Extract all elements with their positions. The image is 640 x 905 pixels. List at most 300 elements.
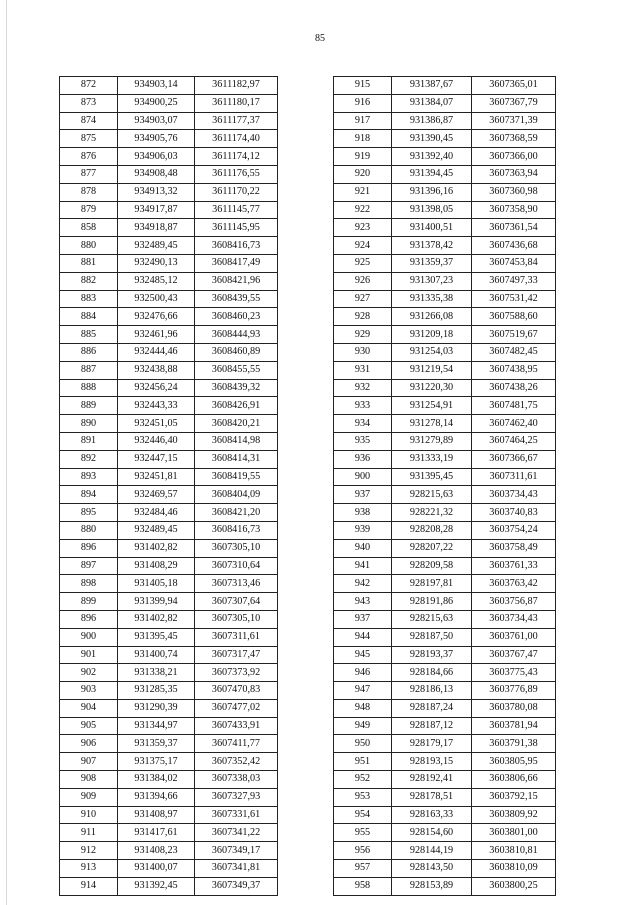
y-coordinate-cell: 3607365,01 xyxy=(472,77,556,95)
y-coordinate-cell: 3611174,40 xyxy=(195,130,278,148)
y-coordinate-cell: 3603754,24 xyxy=(472,521,556,539)
x-coordinate-cell: 931278,14 xyxy=(392,415,472,433)
point-number-cell: 929 xyxy=(334,326,392,344)
table-row xyxy=(60,486,278,504)
y-coordinate-cell: 3611180,17 xyxy=(195,94,278,112)
x-coordinate-cell: 932490,13 xyxy=(118,254,195,272)
y-coordinate-cell: 3603792,15 xyxy=(472,788,556,806)
y-coordinate-cell: 3607313,46 xyxy=(195,575,278,593)
table-row xyxy=(334,521,556,539)
table-row xyxy=(60,308,278,326)
table-row xyxy=(60,610,278,628)
point-number-cell: 858 xyxy=(60,219,118,237)
table-row xyxy=(334,628,556,646)
x-coordinate-cell: 928143,50 xyxy=(392,860,472,878)
y-coordinate-cell: 3603810,81 xyxy=(472,842,556,860)
point-number-cell: 876 xyxy=(60,148,118,166)
point-number-cell: 881 xyxy=(60,254,118,272)
point-number-cell: 900 xyxy=(60,628,118,646)
point-number-cell: 888 xyxy=(60,379,118,397)
x-coordinate-cell: 931333,19 xyxy=(392,450,472,468)
y-coordinate-cell: 3611145,95 xyxy=(195,219,278,237)
y-coordinate-cell: 3608460,23 xyxy=(195,308,278,326)
y-coordinate-cell: 3603763,42 xyxy=(472,575,556,593)
x-coordinate-cell: 931390,45 xyxy=(392,130,472,148)
x-coordinate-cell: 928215,63 xyxy=(392,610,472,628)
point-number-cell: 896 xyxy=(60,610,118,628)
y-coordinate-cell: 3607519,67 xyxy=(472,326,556,344)
x-coordinate-cell: 931399,94 xyxy=(118,593,195,611)
table-row xyxy=(334,468,556,486)
point-number-cell: 911 xyxy=(60,824,118,842)
table-row xyxy=(60,557,278,575)
y-coordinate-cell: 3607331,61 xyxy=(195,806,278,824)
x-coordinate-cell: 931402,82 xyxy=(118,539,195,557)
point-number-cell: 943 xyxy=(334,593,392,611)
x-coordinate-cell: 928193,15 xyxy=(392,753,472,771)
point-number-cell: 946 xyxy=(334,664,392,682)
y-coordinate-cell: 3608455,55 xyxy=(195,361,278,379)
coordinates-table-right xyxy=(333,76,556,896)
x-coordinate-cell: 931395,45 xyxy=(392,468,472,486)
point-number-cell: 897 xyxy=(60,557,118,575)
x-coordinate-cell: 934906,03 xyxy=(118,148,195,166)
x-coordinate-cell: 931285,35 xyxy=(118,682,195,700)
table-row xyxy=(334,148,556,166)
y-coordinate-cell: 3611170,22 xyxy=(195,183,278,201)
y-coordinate-cell: 3608444,93 xyxy=(195,326,278,344)
point-number-cell: 910 xyxy=(60,806,118,824)
point-number-cell: 907 xyxy=(60,753,118,771)
y-coordinate-cell: 3607352,42 xyxy=(195,753,278,771)
table-row xyxy=(334,326,556,344)
x-coordinate-cell: 928178,51 xyxy=(392,788,472,806)
y-coordinate-cell: 3611145,77 xyxy=(195,201,278,219)
table-row xyxy=(334,486,556,504)
point-number-cell: 945 xyxy=(334,646,392,664)
y-coordinate-cell: 3607338,03 xyxy=(195,771,278,789)
x-coordinate-cell: 928209,58 xyxy=(392,557,472,575)
point-number-cell: 932 xyxy=(334,379,392,397)
y-coordinate-cell: 3607366,67 xyxy=(472,450,556,468)
x-coordinate-cell: 928221,32 xyxy=(392,504,472,522)
y-coordinate-cell: 3608416,73 xyxy=(195,237,278,255)
x-coordinate-cell: 931220,30 xyxy=(392,379,472,397)
x-coordinate-cell: 932485,12 xyxy=(118,272,195,290)
table-row xyxy=(334,664,556,682)
point-number-cell: 884 xyxy=(60,308,118,326)
point-number-cell: 921 xyxy=(334,183,392,201)
x-coordinate-cell: 928144,19 xyxy=(392,842,472,860)
x-coordinate-cell: 932447,15 xyxy=(118,450,195,468)
table-row xyxy=(334,771,556,789)
x-coordinate-cell: 934908,48 xyxy=(118,165,195,183)
table-row xyxy=(334,432,556,450)
point-number-cell: 874 xyxy=(60,112,118,130)
point-number-cell: 951 xyxy=(334,753,392,771)
x-coordinate-cell: 931408,29 xyxy=(118,557,195,575)
y-coordinate-cell: 3607363,94 xyxy=(472,165,556,183)
table-row xyxy=(334,290,556,308)
y-coordinate-cell: 3607349,37 xyxy=(195,877,278,895)
y-coordinate-cell: 3607349,17 xyxy=(195,842,278,860)
y-coordinate-cell: 3611174,12 xyxy=(195,148,278,166)
table-row xyxy=(60,219,278,237)
x-coordinate-cell: 928186,13 xyxy=(392,682,472,700)
x-coordinate-cell: 931387,67 xyxy=(392,77,472,95)
y-coordinate-cell: 3603806,66 xyxy=(472,771,556,789)
point-number-cell: 889 xyxy=(60,397,118,415)
point-number-cell: 899 xyxy=(60,593,118,611)
table-row xyxy=(60,112,278,130)
table-row xyxy=(60,343,278,361)
table-row xyxy=(60,237,278,255)
point-number-cell: 944 xyxy=(334,628,392,646)
point-number-cell: 895 xyxy=(60,504,118,522)
x-coordinate-cell: 934900,25 xyxy=(118,94,195,112)
x-coordinate-cell: 931405,18 xyxy=(118,575,195,593)
y-coordinate-cell: 3603756,87 xyxy=(472,593,556,611)
table-row xyxy=(334,77,556,95)
point-number-cell: 928 xyxy=(334,308,392,326)
table-row xyxy=(334,183,556,201)
x-coordinate-cell: 928184,66 xyxy=(392,664,472,682)
x-coordinate-cell: 932484,46 xyxy=(118,504,195,522)
point-number-cell: 927 xyxy=(334,290,392,308)
point-number-cell: 887 xyxy=(60,361,118,379)
point-number-cell: 949 xyxy=(334,717,392,735)
table-row xyxy=(334,699,556,717)
table-row xyxy=(60,806,278,824)
x-coordinate-cell: 932444,46 xyxy=(118,343,195,361)
table-row xyxy=(334,308,556,326)
table-row xyxy=(334,219,556,237)
x-coordinate-cell: 931398,05 xyxy=(392,201,472,219)
x-coordinate-cell: 931384,07 xyxy=(392,94,472,112)
y-coordinate-cell: 3607482,45 xyxy=(472,343,556,361)
point-number-cell: 940 xyxy=(334,539,392,557)
point-number-cell: 908 xyxy=(60,771,118,789)
point-number-cell: 883 xyxy=(60,290,118,308)
point-number-cell: 877 xyxy=(60,165,118,183)
table-row xyxy=(334,397,556,415)
point-number-cell: 898 xyxy=(60,575,118,593)
table-row xyxy=(60,521,278,539)
point-number-cell: 955 xyxy=(334,824,392,842)
table-row xyxy=(334,94,556,112)
y-coordinate-cell: 3607360,98 xyxy=(472,183,556,201)
point-number-cell: 918 xyxy=(334,130,392,148)
point-number-cell: 922 xyxy=(334,201,392,219)
y-coordinate-cell: 3608419,55 xyxy=(195,468,278,486)
y-coordinate-cell: 3608416,73 xyxy=(195,521,278,539)
point-number-cell: 931 xyxy=(334,361,392,379)
point-number-cell: 953 xyxy=(334,788,392,806)
point-number-cell: 926 xyxy=(334,272,392,290)
point-number-cell: 896 xyxy=(60,539,118,557)
x-coordinate-cell: 931394,45 xyxy=(392,165,472,183)
x-coordinate-cell: 931209,18 xyxy=(392,326,472,344)
point-number-cell: 937 xyxy=(334,486,392,504)
point-number-cell: 919 xyxy=(334,148,392,166)
x-coordinate-cell: 934913,32 xyxy=(118,183,195,201)
table-row xyxy=(334,717,556,735)
x-coordinate-cell: 928187,50 xyxy=(392,628,472,646)
point-number-cell: 950 xyxy=(334,735,392,753)
table-row xyxy=(60,397,278,415)
y-coordinate-cell: 3607305,10 xyxy=(195,610,278,628)
y-coordinate-cell: 3603775,43 xyxy=(472,664,556,682)
coordinates-table-left xyxy=(59,76,278,896)
x-coordinate-cell: 928197,81 xyxy=(392,575,472,593)
x-coordinate-cell: 928207,22 xyxy=(392,539,472,557)
y-coordinate-cell: 3608417,49 xyxy=(195,254,278,272)
x-coordinate-cell: 928153,89 xyxy=(392,877,472,895)
y-coordinate-cell: 3603781,94 xyxy=(472,717,556,735)
x-coordinate-cell: 931395,45 xyxy=(118,628,195,646)
x-coordinate-cell: 928187,12 xyxy=(392,717,472,735)
x-coordinate-cell: 931408,97 xyxy=(118,806,195,824)
table-row xyxy=(334,201,556,219)
table-row xyxy=(334,450,556,468)
x-coordinate-cell: 931375,17 xyxy=(118,753,195,771)
y-coordinate-cell: 3603800,25 xyxy=(472,877,556,895)
y-coordinate-cell: 3607436,68 xyxy=(472,237,556,255)
table-row xyxy=(334,557,556,575)
x-coordinate-cell: 931386,87 xyxy=(392,112,472,130)
x-coordinate-cell: 934903,14 xyxy=(118,77,195,95)
table-row xyxy=(334,130,556,148)
x-coordinate-cell: 928191,86 xyxy=(392,593,472,611)
point-number-cell: 948 xyxy=(334,699,392,717)
table-row xyxy=(60,682,278,700)
y-coordinate-cell: 3608404,09 xyxy=(195,486,278,504)
y-coordinate-cell: 3607341,22 xyxy=(195,824,278,842)
x-coordinate-cell: 931408,23 xyxy=(118,842,195,860)
x-coordinate-cell: 934918,87 xyxy=(118,219,195,237)
table-row xyxy=(334,343,556,361)
y-coordinate-cell: 3611176,55 xyxy=(195,165,278,183)
x-coordinate-cell: 931417,61 xyxy=(118,824,195,842)
table-row xyxy=(334,593,556,611)
x-coordinate-cell: 931396,16 xyxy=(392,183,472,201)
table-row xyxy=(60,290,278,308)
y-coordinate-cell: 3603761,00 xyxy=(472,628,556,646)
x-coordinate-cell: 931378,42 xyxy=(392,237,472,255)
y-coordinate-cell: 3607438,26 xyxy=(472,379,556,397)
point-number-cell: 878 xyxy=(60,183,118,201)
table-row xyxy=(60,130,278,148)
point-number-cell: 947 xyxy=(334,682,392,700)
y-coordinate-cell: 3608426,91 xyxy=(195,397,278,415)
y-coordinate-cell: 3607453,84 xyxy=(472,254,556,272)
y-coordinate-cell: 3607470,83 xyxy=(195,682,278,700)
point-number-cell: 906 xyxy=(60,735,118,753)
x-coordinate-cell: 931254,03 xyxy=(392,343,472,361)
y-coordinate-cell: 3607307,64 xyxy=(195,593,278,611)
table-row xyxy=(334,361,556,379)
point-number-cell: 880 xyxy=(60,521,118,539)
table-row xyxy=(60,77,278,95)
point-number-cell: 939 xyxy=(334,521,392,539)
y-coordinate-cell: 3603776,89 xyxy=(472,682,556,700)
x-coordinate-cell: 931266,08 xyxy=(392,308,472,326)
point-number-cell: 900 xyxy=(334,468,392,486)
y-coordinate-cell: 3607311,61 xyxy=(472,468,556,486)
y-coordinate-cell: 3608421,20 xyxy=(195,504,278,522)
table-row xyxy=(60,254,278,272)
point-number-cell: 880 xyxy=(60,237,118,255)
x-coordinate-cell: 932461,96 xyxy=(118,326,195,344)
x-coordinate-cell: 934917,87 xyxy=(118,201,195,219)
point-number-cell: 935 xyxy=(334,432,392,450)
y-coordinate-cell: 3608421,96 xyxy=(195,272,278,290)
x-coordinate-cell: 931402,82 xyxy=(118,610,195,628)
table-row xyxy=(334,842,556,860)
y-coordinate-cell: 3603767,47 xyxy=(472,646,556,664)
x-coordinate-cell: 932489,45 xyxy=(118,237,195,255)
x-coordinate-cell: 928187,24 xyxy=(392,699,472,717)
x-coordinate-cell: 928208,28 xyxy=(392,521,472,539)
table-row xyxy=(334,415,556,433)
x-coordinate-cell: 934903,07 xyxy=(118,112,195,130)
y-coordinate-cell: 3607317,47 xyxy=(195,646,278,664)
x-coordinate-cell: 931394,66 xyxy=(118,788,195,806)
table-row xyxy=(334,788,556,806)
y-coordinate-cell: 3607327,93 xyxy=(195,788,278,806)
point-number-cell: 901 xyxy=(60,646,118,664)
y-coordinate-cell: 3608439,55 xyxy=(195,290,278,308)
point-number-cell: 873 xyxy=(60,94,118,112)
table-row xyxy=(60,468,278,486)
point-number-cell: 934 xyxy=(334,415,392,433)
table-row xyxy=(60,201,278,219)
point-number-cell: 933 xyxy=(334,397,392,415)
y-coordinate-cell: 3608420,21 xyxy=(195,415,278,433)
point-number-cell: 885 xyxy=(60,326,118,344)
y-coordinate-cell: 3607411,77 xyxy=(195,735,278,753)
y-coordinate-cell: 3607433,91 xyxy=(195,717,278,735)
y-coordinate-cell: 3607371,39 xyxy=(472,112,556,130)
y-coordinate-cell: 3608414,31 xyxy=(195,450,278,468)
x-coordinate-cell: 932446,40 xyxy=(118,432,195,450)
table-row xyxy=(334,860,556,878)
y-coordinate-cell: 3607368,59 xyxy=(472,130,556,148)
x-coordinate-cell: 928179,17 xyxy=(392,735,472,753)
y-coordinate-cell: 3603810,09 xyxy=(472,860,556,878)
point-number-cell: 914 xyxy=(60,877,118,895)
table-row xyxy=(334,610,556,628)
y-coordinate-cell: 3611177,37 xyxy=(195,112,278,130)
x-coordinate-cell: 928192,41 xyxy=(392,771,472,789)
x-coordinate-cell: 931279,89 xyxy=(392,432,472,450)
x-coordinate-cell: 931359,37 xyxy=(392,254,472,272)
point-number-cell: 937 xyxy=(334,610,392,628)
point-number-cell: 925 xyxy=(334,254,392,272)
table-row xyxy=(60,664,278,682)
y-coordinate-cell: 3608460,89 xyxy=(195,343,278,361)
page-number: 85 xyxy=(315,33,325,44)
x-coordinate-cell: 928163,33 xyxy=(392,806,472,824)
x-coordinate-cell: 932469,57 xyxy=(118,486,195,504)
table-row xyxy=(60,842,278,860)
y-coordinate-cell: 3603801,00 xyxy=(472,824,556,842)
x-coordinate-cell: 932489,45 xyxy=(118,521,195,539)
y-coordinate-cell: 3603740,83 xyxy=(472,504,556,522)
y-coordinate-cell: 3603761,33 xyxy=(472,557,556,575)
table-row xyxy=(60,504,278,522)
y-coordinate-cell: 3607588,60 xyxy=(472,308,556,326)
x-coordinate-cell: 931307,23 xyxy=(392,272,472,290)
table-row xyxy=(334,112,556,130)
x-coordinate-cell: 928215,63 xyxy=(392,486,472,504)
table-row xyxy=(334,575,556,593)
x-coordinate-cell: 932451,81 xyxy=(118,468,195,486)
table-row xyxy=(334,237,556,255)
point-number-cell: 912 xyxy=(60,842,118,860)
table-row xyxy=(60,379,278,397)
x-coordinate-cell: 931344,97 xyxy=(118,717,195,735)
table-row xyxy=(60,699,278,717)
table-row xyxy=(60,717,278,735)
table-row xyxy=(60,753,278,771)
table-row xyxy=(60,788,278,806)
point-number-cell: 872 xyxy=(60,77,118,95)
table-row xyxy=(60,593,278,611)
table-row xyxy=(60,877,278,895)
y-coordinate-cell: 3603805,95 xyxy=(472,753,556,771)
point-number-cell: 958 xyxy=(334,877,392,895)
table-row xyxy=(60,824,278,842)
y-coordinate-cell: 3608414,98 xyxy=(195,432,278,450)
x-coordinate-cell: 932451,05 xyxy=(118,415,195,433)
x-coordinate-cell: 932456,24 xyxy=(118,379,195,397)
point-number-cell: 894 xyxy=(60,486,118,504)
point-number-cell: 913 xyxy=(60,860,118,878)
x-coordinate-cell: 931254,91 xyxy=(392,397,472,415)
scan-edge xyxy=(6,0,7,905)
table-row xyxy=(60,165,278,183)
x-coordinate-cell: 931219,54 xyxy=(392,361,472,379)
y-coordinate-cell: 3608439,32 xyxy=(195,379,278,397)
point-number-cell: 956 xyxy=(334,842,392,860)
y-coordinate-cell: 3607373,92 xyxy=(195,664,278,682)
point-number-cell: 902 xyxy=(60,664,118,682)
point-number-cell: 923 xyxy=(334,219,392,237)
point-number-cell: 892 xyxy=(60,450,118,468)
point-number-cell: 924 xyxy=(334,237,392,255)
table-row xyxy=(60,272,278,290)
y-coordinate-cell: 3607481,75 xyxy=(472,397,556,415)
table-row xyxy=(60,148,278,166)
x-coordinate-cell: 932438,88 xyxy=(118,361,195,379)
point-number-cell: 920 xyxy=(334,165,392,183)
y-coordinate-cell: 3607358,90 xyxy=(472,201,556,219)
point-number-cell: 875 xyxy=(60,130,118,148)
y-coordinate-cell: 3607464,25 xyxy=(472,432,556,450)
table-row xyxy=(334,379,556,397)
point-number-cell: 903 xyxy=(60,682,118,700)
table-row xyxy=(334,735,556,753)
x-coordinate-cell: 931400,07 xyxy=(118,860,195,878)
x-coordinate-cell: 931338,21 xyxy=(118,664,195,682)
x-coordinate-cell: 931392,40 xyxy=(392,148,472,166)
table-row xyxy=(334,806,556,824)
point-number-cell: 952 xyxy=(334,771,392,789)
point-number-cell: 909 xyxy=(60,788,118,806)
y-coordinate-cell: 3603780,08 xyxy=(472,699,556,717)
point-number-cell: 879 xyxy=(60,201,118,219)
